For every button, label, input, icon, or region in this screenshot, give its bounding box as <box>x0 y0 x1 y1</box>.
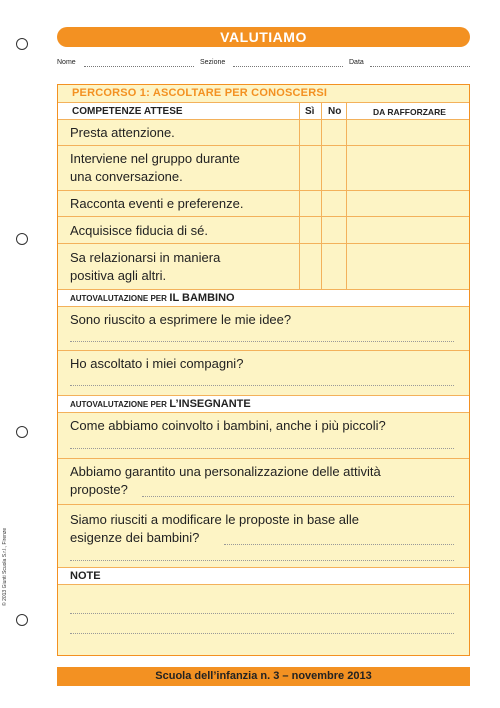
name-field[interactable] <box>84 66 194 67</box>
question-line: proposte? <box>70 482 128 497</box>
name-label: Nome <box>57 59 76 66</box>
question-line: Abbiamo garantito una personalizzazione delle attività <box>70 464 381 479</box>
cell-no[interactable] <box>321 244 322 289</box>
section-label: Sezione <box>200 59 226 66</box>
competence-line: positiva agli altri. <box>70 268 167 283</box>
note-line[interactable] <box>70 613 454 614</box>
cell-si[interactable] <box>299 244 300 289</box>
page-title: VALUTIAMO <box>57 27 470 47</box>
question-row <box>58 351 469 395</box>
cell-si[interactable] <box>299 146 300 190</box>
question-row <box>58 459 469 505</box>
section-bambino-heading <box>58 289 469 307</box>
competence-text <box>70 249 220 285</box>
cell-no[interactable] <box>321 146 322 190</box>
binder-hole <box>16 233 28 245</box>
header-no: No <box>328 106 342 117</box>
competences-header <box>58 102 469 120</box>
question-line: esigenze dei bambini? <box>70 530 200 545</box>
competence-row <box>58 217 469 244</box>
competence-line: una conversazione. <box>70 169 183 184</box>
competence-text: Racconta eventi e preferenze. <box>70 196 244 211</box>
section-prefix: AUTOVALUTAZIONE PER <box>70 294 167 303</box>
question-line: Siamo riusciti a modificare le proposte in base alle <box>70 512 360 527</box>
section-who: L’INSEGNANTE <box>169 398 251 410</box>
question-row <box>58 505 469 567</box>
cell-rafforzare[interactable] <box>346 146 347 190</box>
answer-line[interactable] <box>224 544 454 545</box>
header-rafforzare: DA RAFFORZARE <box>373 107 446 117</box>
binder-hole <box>16 38 28 50</box>
date-label: Data <box>349 59 364 66</box>
note-heading: NOTE <box>58 567 469 585</box>
answer-line[interactable] <box>70 385 454 386</box>
cell-no[interactable] <box>321 217 322 243</box>
competence-line: Interviene nel gruppo durante <box>70 151 240 166</box>
header-competenze: COMPETENZE ATTESE <box>72 106 183 117</box>
copyright-notice <box>2 527 8 606</box>
percorso-heading: PERCORSO 1: ASCOLTARE PER CONOSCERSI <box>58 85 469 102</box>
cell-no[interactable] <box>321 191 322 216</box>
cell-no[interactable] <box>321 120 322 145</box>
answer-line[interactable] <box>70 560 454 561</box>
section-who: IL BAMBINO <box>169 292 235 304</box>
answer-line[interactable] <box>142 496 454 497</box>
question-row <box>58 307 469 351</box>
section-insegnante-heading <box>58 395 469 413</box>
note-area[interactable] <box>58 585 469 655</box>
section-prefix: AUTOVALUTAZIONE PER <box>70 400 167 409</box>
meta-fields <box>57 59 470 71</box>
competence-row <box>58 146 469 191</box>
competence-text: Presta attenzione. <box>70 125 175 140</box>
competence-row <box>58 244 469 289</box>
answer-line[interactable] <box>70 448 454 449</box>
note-line[interactable] <box>70 633 454 634</box>
question-row <box>58 413 469 459</box>
evaluation-form <box>57 84 470 656</box>
cell-si[interactable] <box>299 217 300 243</box>
cell-rafforzare[interactable] <box>346 244 347 289</box>
cell-si[interactable] <box>299 120 300 145</box>
question-text <box>70 463 381 499</box>
page-footer: Scuola dell’infanzia n. 3 – novembre 2013 <box>57 667 470 686</box>
copyright-text: © 2013 Giunti Scuola S.r.l., Firenze <box>2 527 8 606</box>
question-text <box>70 511 359 547</box>
question-text: Come abbiamo coinvolto i bambini, anche i più piccoli? <box>70 418 386 433</box>
answer-line[interactable] <box>70 341 454 342</box>
header-si: Sì <box>305 106 315 117</box>
date-field[interactable] <box>370 66 470 67</box>
binder-hole <box>16 426 28 438</box>
question-text: Sono riuscito a esprimere le mie idee? <box>70 312 292 327</box>
competence-line: Sa relazionarsi in maniera <box>70 250 221 265</box>
cell-si[interactable] <box>299 191 300 216</box>
competence-row <box>58 120 469 146</box>
competence-row <box>58 191 469 217</box>
competence-text <box>70 150 240 186</box>
binder-hole <box>16 614 28 626</box>
competence-text: Acquisisce fiducia di sé. <box>70 223 209 238</box>
question-text: Ho ascoltato i miei compagni? <box>70 356 244 371</box>
section-field[interactable] <box>233 66 343 67</box>
cell-rafforzare[interactable] <box>346 217 347 243</box>
cell-rafforzare[interactable] <box>346 191 347 216</box>
cell-rafforzare[interactable] <box>346 120 347 145</box>
